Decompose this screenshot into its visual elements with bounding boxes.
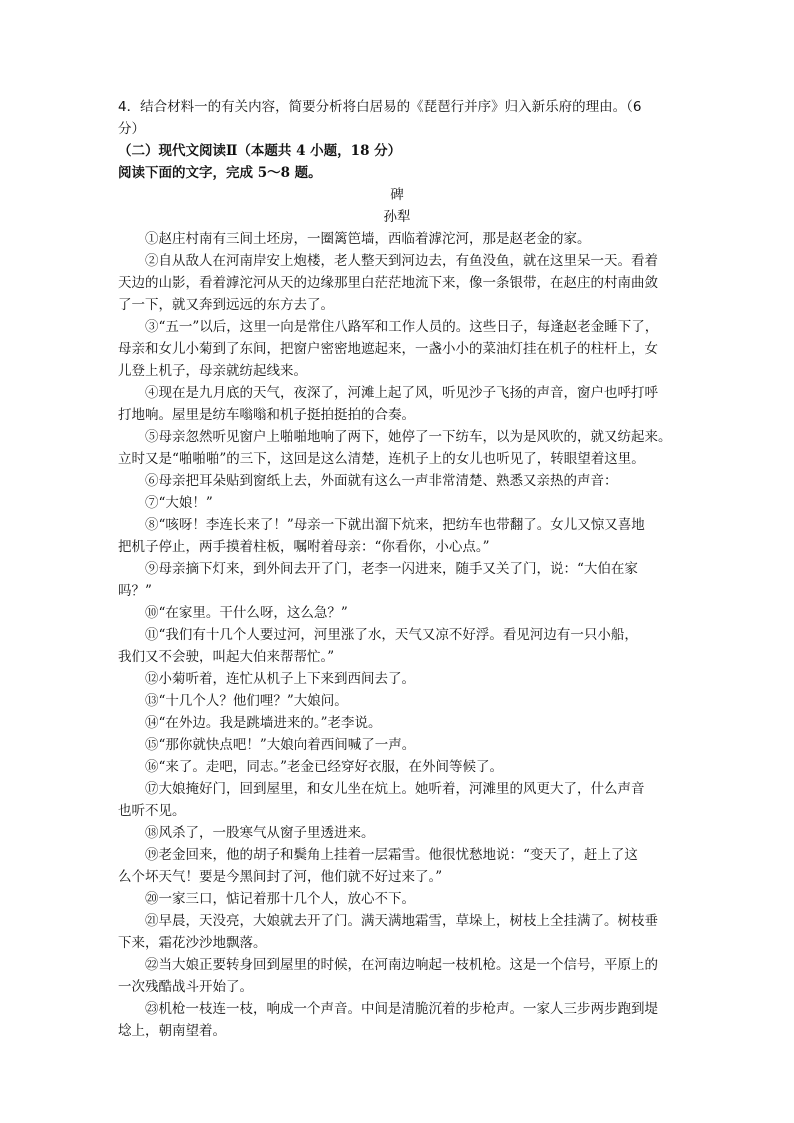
story-line: 把机子停止，两手摸着柱板，嘱咐着母亲：“你看你，小心点。”	[118, 539, 490, 555]
story-line: ⑬“十几个人？他们哩？”大娘问。	[145, 693, 348, 709]
story-line: ⑫小菊听着，连忙从机子上下来到西间去了。	[145, 671, 415, 687]
story-body	[118, 228, 676, 1042]
story-line: ⑨母亲摘下灯来，到外间去开了门，老李一闪进来，随手又关了门，说：“大伯在家	[145, 561, 638, 577]
story-line: ⑮“那你就快点吧！”大娘向着西间喊了一声。	[145, 737, 416, 753]
story-line: 我们又不会驶，叫起大伯来帮帮忙。”	[118, 649, 335, 665]
story-line: 天边的山影，看着滹沱河从天的边缘那里白茫茫地流下来，像一条银带，在赵庄的村南曲敛	[118, 275, 658, 291]
story-line: 下来，霜花沙沙地飘落。	[118, 935, 267, 951]
story-line: 也听不见。	[118, 803, 186, 819]
section-heading: （二）现代文阅读Ⅱ（本题共 4 小题，18 分）	[118, 143, 402, 159]
story-line: 了一下，就又奔到远远的东方去了。	[118, 297, 334, 313]
story-line: ㉓机枪一枝连一枝，响成一个声音。中间是清脆沉着的步枪声。一家人三步两步跑到堤	[145, 1001, 658, 1017]
story-line: 吗？”	[118, 583, 152, 599]
story-line: ⑧“咳呀！李连长来了！”母亲一下就出溜下炕来，把纺车也带翻了。女儿又惊又喜地	[145, 517, 645, 533]
story-line: ⑦“大娘！”	[145, 495, 213, 511]
story-line: ①赵庄村南有三间土坯房，一圈篱笆墙，西临着滹沱河，那是赵老金的家。	[145, 231, 591, 247]
question-4-line-1: 4．结合材料一的有关内容，简要分析将白居易的《琵琶行并序》归入新乐府的理由。（6	[118, 99, 642, 115]
story-line: ㉑早晨，天没亮，大娘就去开了门。满天满地霜雪，草垛上，树枝上全挂满了。树枝垂	[145, 913, 658, 929]
story-line: ⑰大娘掩好门，回到屋里，和女儿坐在炕上。她听着，河滩里的风更大了，什么声音	[145, 781, 645, 797]
story-line: ⑯“来了。走吧，同志。”老金已经穿好衣服，在外间等候了。	[145, 759, 504, 775]
story-line: ⑪“我们有十几个人要过河，河里涨了水，天气又凉不好浮。看见河边有一只小船，	[145, 627, 638, 643]
story-line: ㉒当大娘正要转身回到屋里的时候，在河南边响起一枝机枪。这是一个信号，平原上的	[145, 957, 658, 973]
story-line: 立时又是“啪啪啪”的三下，这回是这么清楚，连机子上的女儿也听见了，转眼望着这里。	[118, 451, 645, 467]
story-line: 儿登上机子，母亲就纺起线来。	[118, 363, 307, 379]
story-line: ⑥母亲把耳朵贴到窗纸上去，外面就有这么一声非常清楚、熟悉又亲热的声音：	[145, 473, 618, 489]
story-line: ⑭“在外边。我是跳墙进来的。”老李说。	[145, 715, 382, 731]
story-line: ⑲老金回来，他的胡子和鬓角上挂着一层霜雪。他很忧愁地说：“变天了，赶上了这	[145, 847, 638, 863]
story-line: 母亲和女儿小菊到了东间，把窗户密密地遮起来，一盏小小的菜油灯挂在机子的柱杆上，女	[118, 341, 658, 357]
story-author: 孙犁	[383, 209, 411, 225]
story-line: ④现在是九月底的天气，夜深了，河滩上起了风，听见沙子飞扬的声音，窗户也呼打呼	[145, 385, 658, 401]
story-line: 一次残酷战斗开始了。	[118, 979, 253, 995]
story-title: 碑	[390, 187, 404, 203]
story-line: ⑩“在家里。干什么呀，这么急？”	[145, 605, 348, 621]
question-4-line-2: 分）	[118, 121, 145, 137]
story-line: ③“五一”以后，这里一向是常住八路军和工作人员的。这些日子，每逢赵老金睡下了，	[145, 319, 659, 335]
story-line: ⑤母亲忽然听见窗户上啪啪地响了两下，她停了一下纺车，以为是风吹的，就又纺起来。	[145, 429, 672, 445]
story-line: ②自从敌人在河南岸安上炮楼，老人整天到河边去，有鱼没鱼，就在这里呆一天。看着	[145, 253, 658, 269]
section-instruction: 阅读下面的文字，完成 5～8 题。	[118, 165, 322, 181]
story-line: 打地响。屋里是纺车嗡嗡和机子挺拍挺拍的合奏。	[118, 407, 415, 423]
story-line: 么个坏天气！要是今黑间封了河，他们就不好过来了。”	[118, 869, 443, 885]
story-line: ⑳一家三口，惦记着那十几个人，放心不下。	[145, 891, 415, 907]
story-line: ⑱风杀了，一股寒气从窗子里透进来。	[145, 825, 375, 841]
page-content	[118, 96, 676, 1042]
story-line: 埝上，朝南望着。	[118, 1023, 226, 1039]
